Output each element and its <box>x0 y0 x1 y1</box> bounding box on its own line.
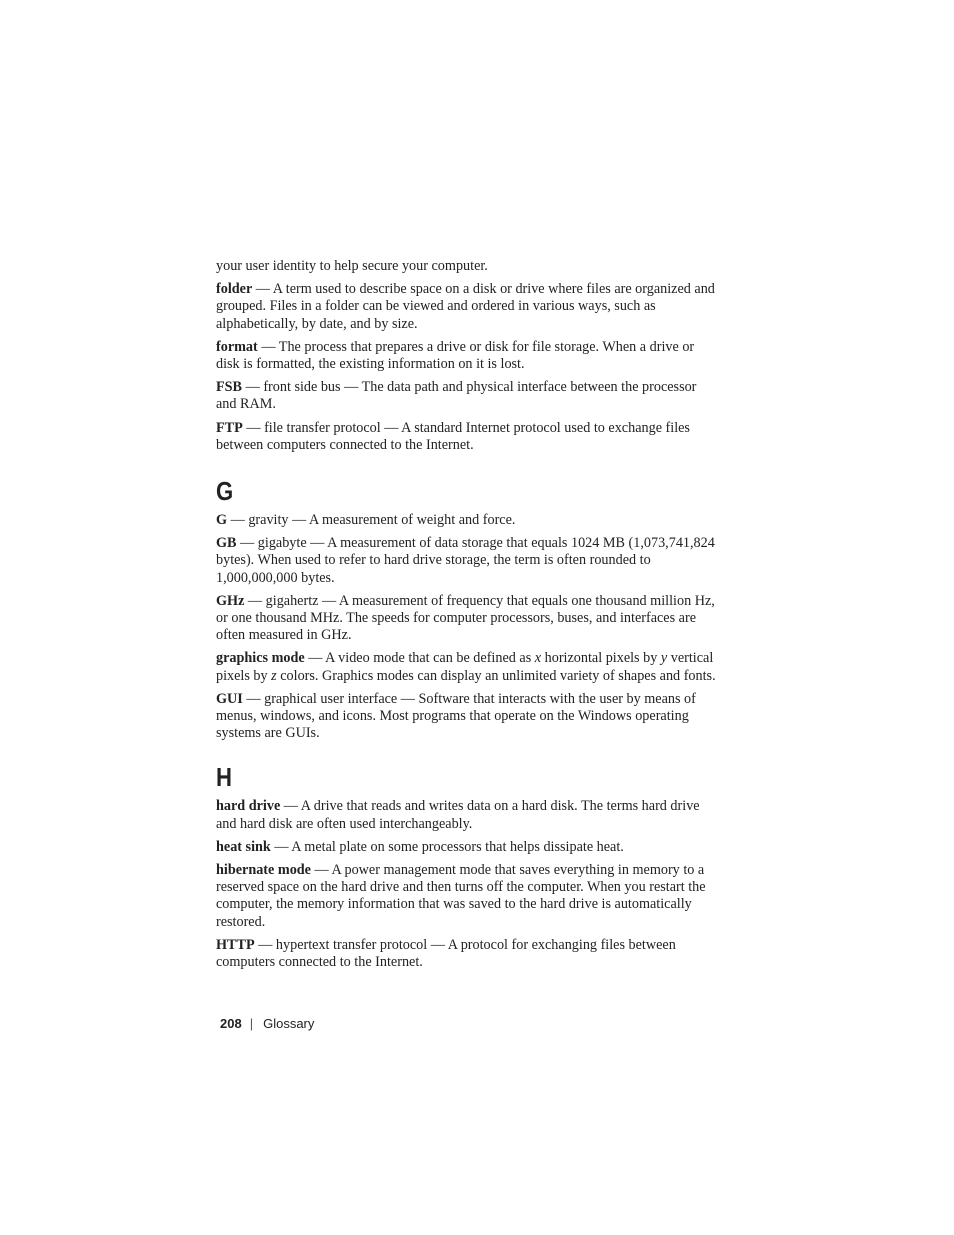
glossary-entry-gb <box>216 535 716 587</box>
glossary-definition: colors. Graphics modes can display an unlimited variety of shapes and fonts. <box>276 667 716 684</box>
glossary-entry-fsb <box>216 379 716 413</box>
glossary-entry-ghz <box>216 593 716 645</box>
glossary-definition: — gigahertz — A measurement of frequency that equals one thousand million Hz, or one thousand MHz. The speeds for computer processors, buses, and interfaces are often measured in GHz. <box>216 592 715 644</box>
glossary-definition: — file transfer protocol — A standard Internet protocol used to exchange files between computers connected to the Internet. <box>216 419 690 453</box>
glossary-entry-graphics-mode <box>216 650 716 684</box>
glossary-definition: — gigabyte — A measurement of data storage that equals 1024 MB (1,073,741,824 bytes). When used to refer to hard drive storage, the term is often rounded to 1,000,000,000 bytes. <box>216 535 715 586</box>
glossary-term: GB <box>216 535 237 552</box>
glossary-definition: vertical pixels by <box>216 650 714 684</box>
glossary-entry-ftp <box>216 420 716 454</box>
glossary-definition: — A metal plate on some processors that helps dissipate heat. <box>270 838 624 855</box>
glossary-term: FTP <box>216 419 243 436</box>
glossary-definition: — gravity — A measurement of weight and force. <box>227 512 516 529</box>
glossary-term: format <box>216 338 258 355</box>
glossary-term: folder <box>216 281 253 298</box>
section-heading-g: G <box>216 476 234 507</box>
glossary-entry-heat-sink <box>216 839 716 856</box>
variable-y: y <box>660 650 668 667</box>
glossary-term: hard drive <box>216 798 281 815</box>
variable-z: z <box>271 667 277 684</box>
glossary-definition: — graphical user interface — Software that interacts with the user by means of menus, windows, and icons. Most programs that operate on the Windows operating systems are GUIs. <box>216 690 696 742</box>
glossary-term: graphics mode <box>216 650 305 667</box>
page-number: 208 <box>220 1016 242 1031</box>
glossary-term: hibernate mode <box>216 862 311 879</box>
glossary-definition: — A term used to describe space on a disk or drive where files are organized and grouped. Files in a folder can be viewed and ordered in various ways, such as alphabetically, by date, and by size. <box>216 281 715 332</box>
glossary-entry-gui <box>216 691 716 743</box>
glossary-definition: — A power management mode that saves everything in memory to a reserved space on the hard drive and then turns off the computer. When you restart the computer, the memory information that was saved to the hard drive is automatically restored. <box>216 862 706 930</box>
glossary-term: FSB <box>216 379 243 396</box>
footer-separator: | <box>249 1016 254 1031</box>
glossary-definition: — hypertext transfer protocol — A protocol for exchanging files between computers connected to the Internet. <box>216 936 676 971</box>
glossary-term: heat sink <box>216 838 271 855</box>
section-heading-h: H <box>216 762 232 793</box>
footer-section-title: Glossary <box>263 1016 315 1031</box>
glossary-definition: — The process that prepares a drive or disk for file storage. When a drive or disk is formatted, the existing information on it is lost. <box>216 338 695 373</box>
continued-text: your user identity to help secure your computer. <box>216 258 488 274</box>
glossary-entry-format <box>216 339 716 373</box>
glossary-term: GHz <box>216 592 245 609</box>
glossary-entry-folder <box>216 281 716 333</box>
glossary-definition: horizontal pixels by <box>541 650 661 667</box>
glossary-definition: — A drive that reads and writes data on a hard disk. The terms hard drive and hard disk are often used interchangeably. <box>216 798 700 832</box>
glossary-entry-http <box>216 937 716 971</box>
glossary-entry-hard-drive <box>216 798 716 832</box>
glossary-entry-g <box>216 512 716 529</box>
glossary-term: G <box>216 512 228 529</box>
glossary-term: HTTP <box>216 936 255 953</box>
glossary-definition: — front side bus — The data path and physical interface between the processor and RAM. <box>216 379 697 413</box>
variable-x: x <box>534 650 542 667</box>
glossary-entry-hibernate-mode <box>216 862 716 931</box>
page-footer <box>220 1015 314 1033</box>
glossary-content <box>216 258 716 977</box>
glossary-definition: — A video mode that can be defined as <box>304 650 535 667</box>
glossary-term: GUI <box>216 690 243 707</box>
